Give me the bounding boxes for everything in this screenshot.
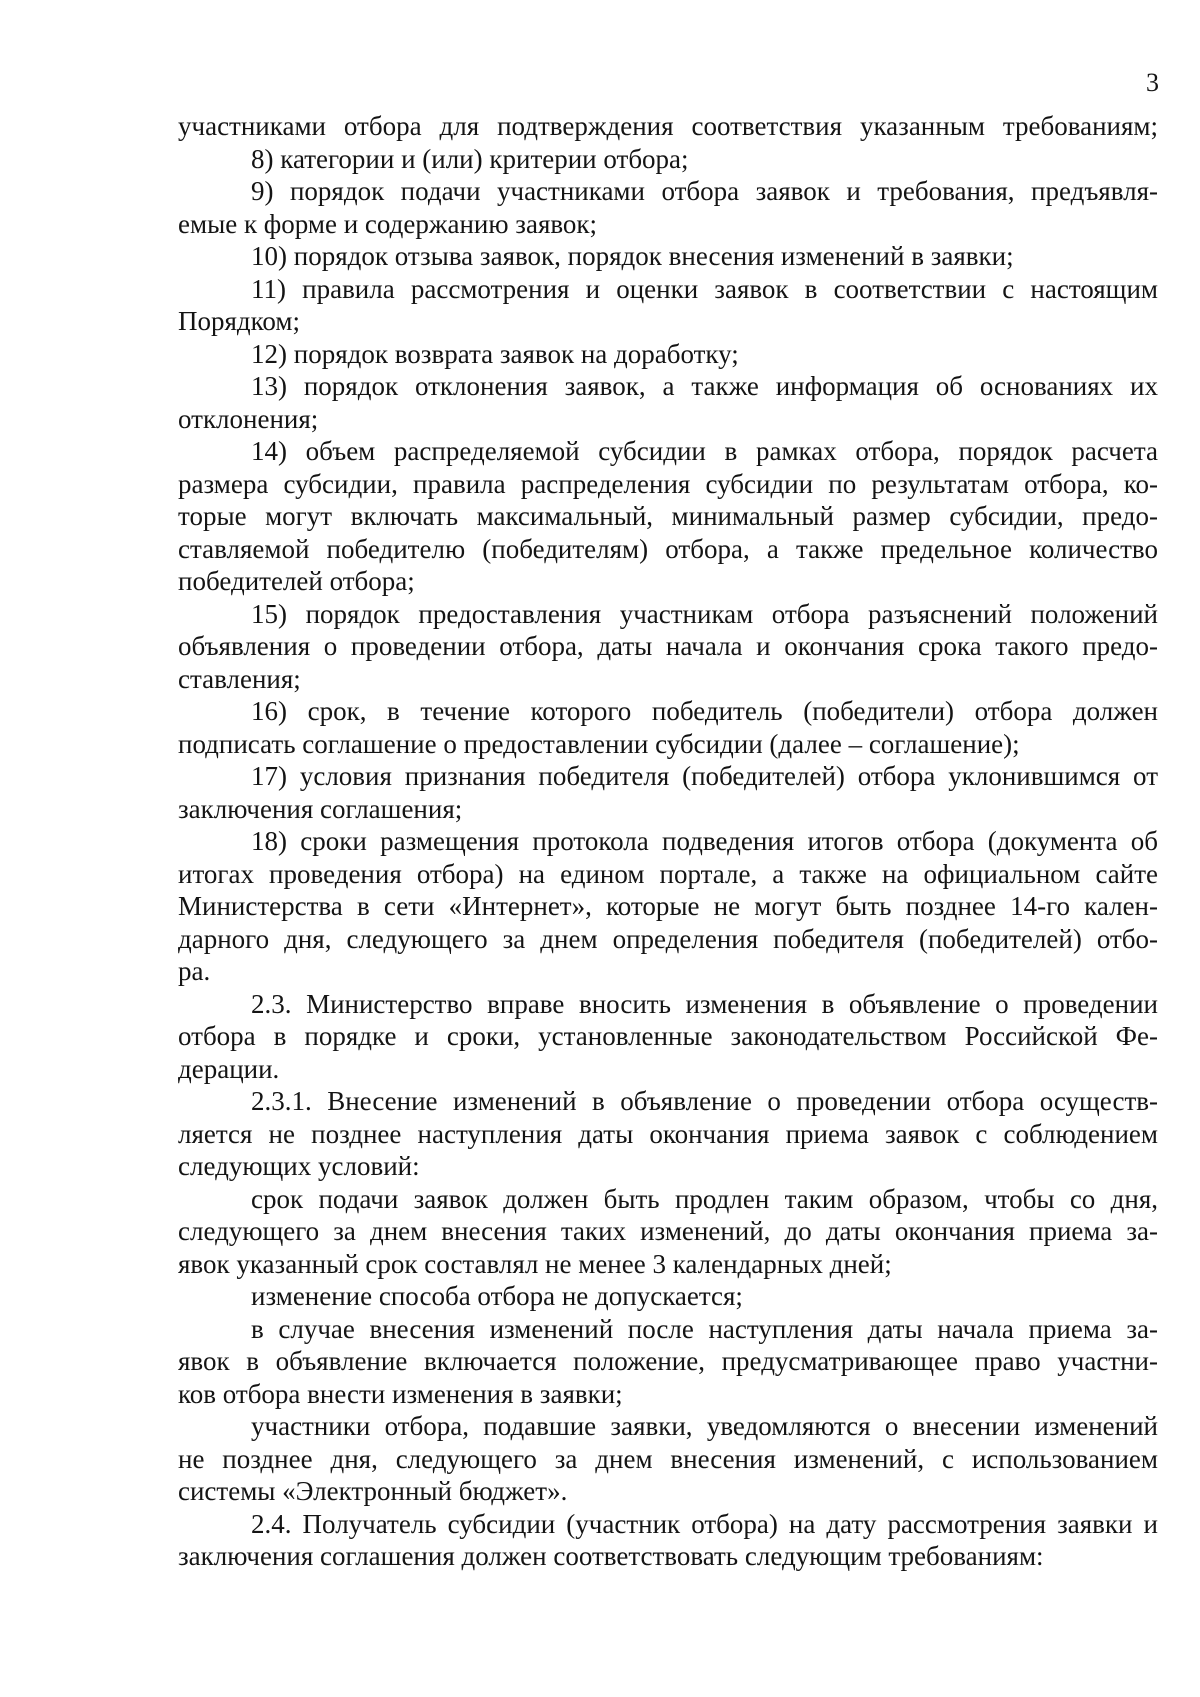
page-number: 3 bbox=[1146, 68, 1159, 97]
text-line: ставления; bbox=[178, 663, 301, 694]
text-line: Порядком; bbox=[178, 306, 300, 336]
text-line: емые к форме и содержанию заявок; bbox=[178, 208, 598, 239]
text-line: системы «Электронный бюджет». bbox=[178, 1476, 568, 1506]
text-line: 2.4. Получатель субсидии (участник отбора) на дату рассмотрения заявки и bbox=[251, 1508, 1158, 1539]
text-line: изменение способа отбора не допускается; bbox=[251, 1281, 743, 1311]
text-line: ра. bbox=[178, 956, 211, 986]
text-line: ставляемой победителю (победителям) отбора, а также предельное количество bbox=[178, 533, 1158, 564]
text-line: подписать соглашение о предоставлении субсидии (далее – соглашение); bbox=[178, 728, 1020, 759]
text-line: итогах проведения отбора) на едином портале, а также на официальном сайте bbox=[178, 858, 1158, 889]
text-line: дерации. bbox=[178, 1053, 280, 1084]
text-line: срок подачи заявок должен быть продлен таким образом, чтобы со дня, bbox=[251, 1183, 1158, 1214]
text-line: 10) порядок отзыва заявок, порядок внесения изменений в заявки; bbox=[251, 241, 1014, 271]
text-line: 15) порядок предоставления участникам отбора разъяснений положений bbox=[251, 598, 1158, 629]
text-line: заключения соглашения; bbox=[178, 793, 463, 824]
text-line: 13) порядок отклонения заявок, а также информация об основаниях их bbox=[251, 371, 1158, 401]
text-line: 2.3. Министерство вправе вносить изменения в объявление о проведении bbox=[251, 988, 1158, 1019]
text-line: не позднее дня, следующего за днем внесения изменений, с использованием bbox=[178, 1443, 1158, 1474]
text-line: победителей отбора; bbox=[178, 566, 415, 596]
text-line: Министерства в сети «Интернет», которые не могут быть позднее 14-го кален- bbox=[178, 891, 1158, 921]
text-line: следующих условий: bbox=[178, 1151, 420, 1181]
text-line: 12) порядок возврата заявок на доработку; bbox=[251, 338, 739, 369]
text-line: ляется не позднее наступления даты окончания приема заявок с соблюдением bbox=[178, 1118, 1158, 1149]
text-line: 16) срок, в течение которого победитель (победители) отбора должен bbox=[251, 696, 1158, 726]
text-line: отклонения; bbox=[178, 403, 319, 434]
text-line: 14) объем распределяемой субсидии в рамках отбора, порядок расчета bbox=[251, 436, 1158, 466]
text-line: ков отбора внести изменения в заявки; bbox=[178, 1378, 623, 1409]
text-line: 8) категории и (или) критерии отбора; bbox=[251, 143, 689, 174]
text-line: 2.3.1. Внесение изменений в объявление о проведении отбора осуществ- bbox=[251, 1086, 1158, 1116]
text-line: в случае внесения изменений после наступления даты начала приема за- bbox=[251, 1313, 1158, 1344]
text-line: участники отбора, подавшие заявки, уведомляются о внесении изменений bbox=[251, 1411, 1158, 1441]
text-line: дарного дня, следующего за днем определения победителя (победителей) отбо- bbox=[178, 923, 1158, 954]
text-line: явок в объявление включается положение, предусматривающее право участни- bbox=[178, 1346, 1158, 1376]
text-line: отбора в порядке и сроки, установленные законодательством Российской Фе- bbox=[178, 1021, 1158, 1051]
text-line: объявления о проведении отбора, даты начала и окончания срока такого предо- bbox=[178, 631, 1158, 661]
document-body bbox=[178, 110, 1158, 1573]
text-line: 9) порядок подачи участниками отбора заявок и требования, предъявля- bbox=[251, 176, 1158, 206]
text-line: размера субсидии, правила распределения субсидии по результатам отбора, ко- bbox=[178, 468, 1158, 499]
text-line: явок указанный срок составлял не менее 3 календарных дней; bbox=[178, 1248, 892, 1279]
text-line: 17) условия признания победителя (победителей) отбора уклонившимся от bbox=[251, 761, 1158, 791]
text-line: 11) правила рассмотрения и оценки заявок в соответствии с настоящим bbox=[251, 273, 1158, 304]
text-line: участниками отбора для подтверждения соответствия указанным требованиям; bbox=[178, 111, 1158, 141]
text-line: 18) сроки размещения протокола подведения итогов отбора (документа об bbox=[251, 826, 1158, 856]
text-line: следующего за днем внесения таких изменений, до даты окончания приема за- bbox=[178, 1216, 1158, 1246]
text-line: торые могут включать максимальный, минимальный размер субсидии, предо- bbox=[178, 501, 1158, 531]
text-line: заключения соглашения должен соответствовать следующим требованиям: bbox=[178, 1541, 1044, 1571]
